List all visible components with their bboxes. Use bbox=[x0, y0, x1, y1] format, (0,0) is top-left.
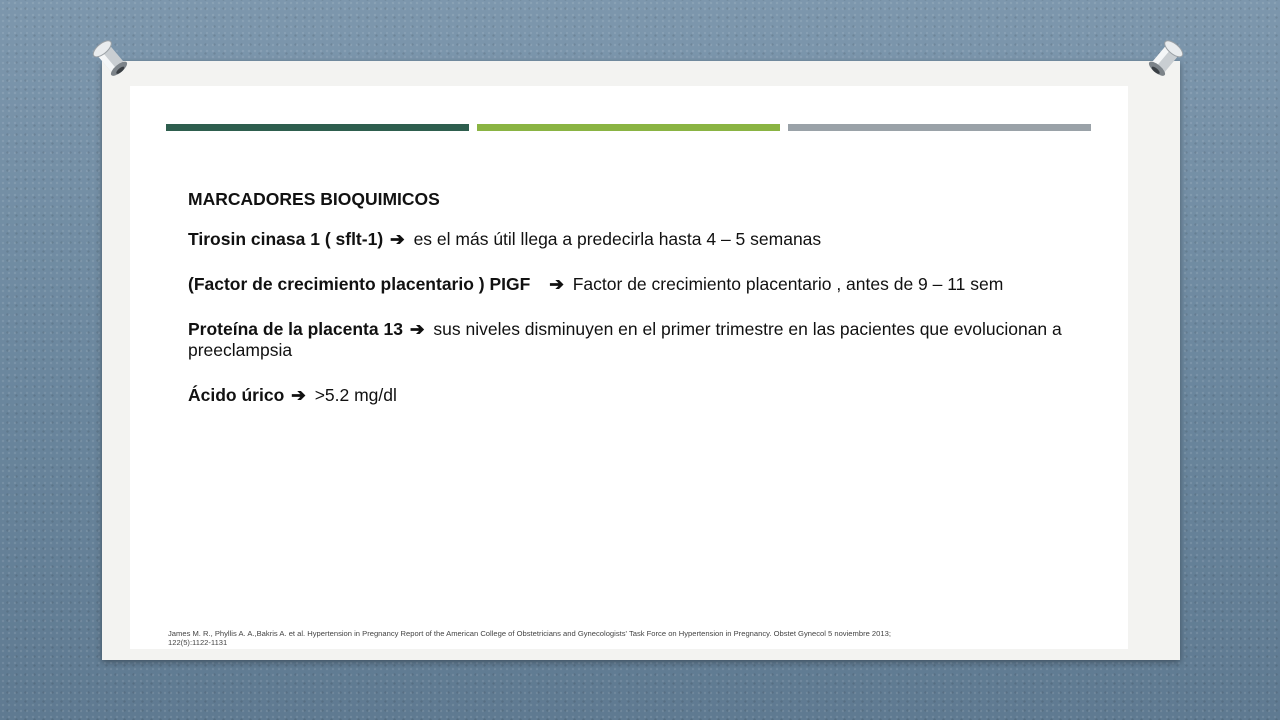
arrow-right-icon: ➔ bbox=[409, 319, 425, 339]
marker-text: es el más útil llega a predecirla hasta 4 – 5 semanas bbox=[413, 229, 822, 249]
pushpin-left-icon bbox=[88, 36, 132, 80]
marker-item bbox=[188, 229, 1088, 250]
marker-item bbox=[188, 385, 1088, 406]
citation bbox=[168, 629, 1108, 647]
slide bbox=[130, 86, 1128, 649]
slide-content bbox=[188, 189, 1088, 430]
marker-label: Tirosin cinasa 1 ( sflt-1) bbox=[188, 229, 384, 249]
arrow-right-icon: ➔ bbox=[549, 274, 564, 294]
citation-line-1: James M. R., Phyllis A. A.,Bakris A. et al. Hypertension in Pregnancy Report of the American College of Obstetricians and Gynecologists' Task Force on Hypertension in Pregnancy. Obstet Gynecol 5 noviembre 2013; bbox=[168, 629, 891, 638]
marker-text: >5.2 mg/dl bbox=[314, 385, 397, 405]
slide-heading: MARCADORES BIOQUIMICOS bbox=[188, 189, 440, 209]
marker-item bbox=[188, 274, 1088, 295]
arrow-right-icon: ➔ bbox=[291, 385, 306, 405]
marker-label: Proteína de la placenta 13 bbox=[188, 319, 403, 339]
accent-bar-light-green bbox=[477, 124, 780, 131]
marker-text: Factor de crecimiento placentario , antes de 9 – 11 sem bbox=[572, 274, 1004, 294]
marker-label: (Factor de crecimiento placentario ) PIGF bbox=[188, 274, 531, 294]
arrow-right-icon: ➔ bbox=[390, 229, 405, 249]
citation-line-2: 122(5):1122-1131 bbox=[168, 638, 228, 647]
marker-item bbox=[188, 319, 1088, 361]
pushpin-right-icon bbox=[1144, 36, 1188, 80]
marker-text: sus niveles disminuyen en el primer trimestre en las pacientes que evolucionan a preeclampsia bbox=[188, 319, 1062, 360]
marker-label: Ácido úrico bbox=[188, 385, 285, 405]
accent-bar-gray bbox=[788, 124, 1091, 131]
accent-bar-dark-green bbox=[166, 124, 469, 131]
